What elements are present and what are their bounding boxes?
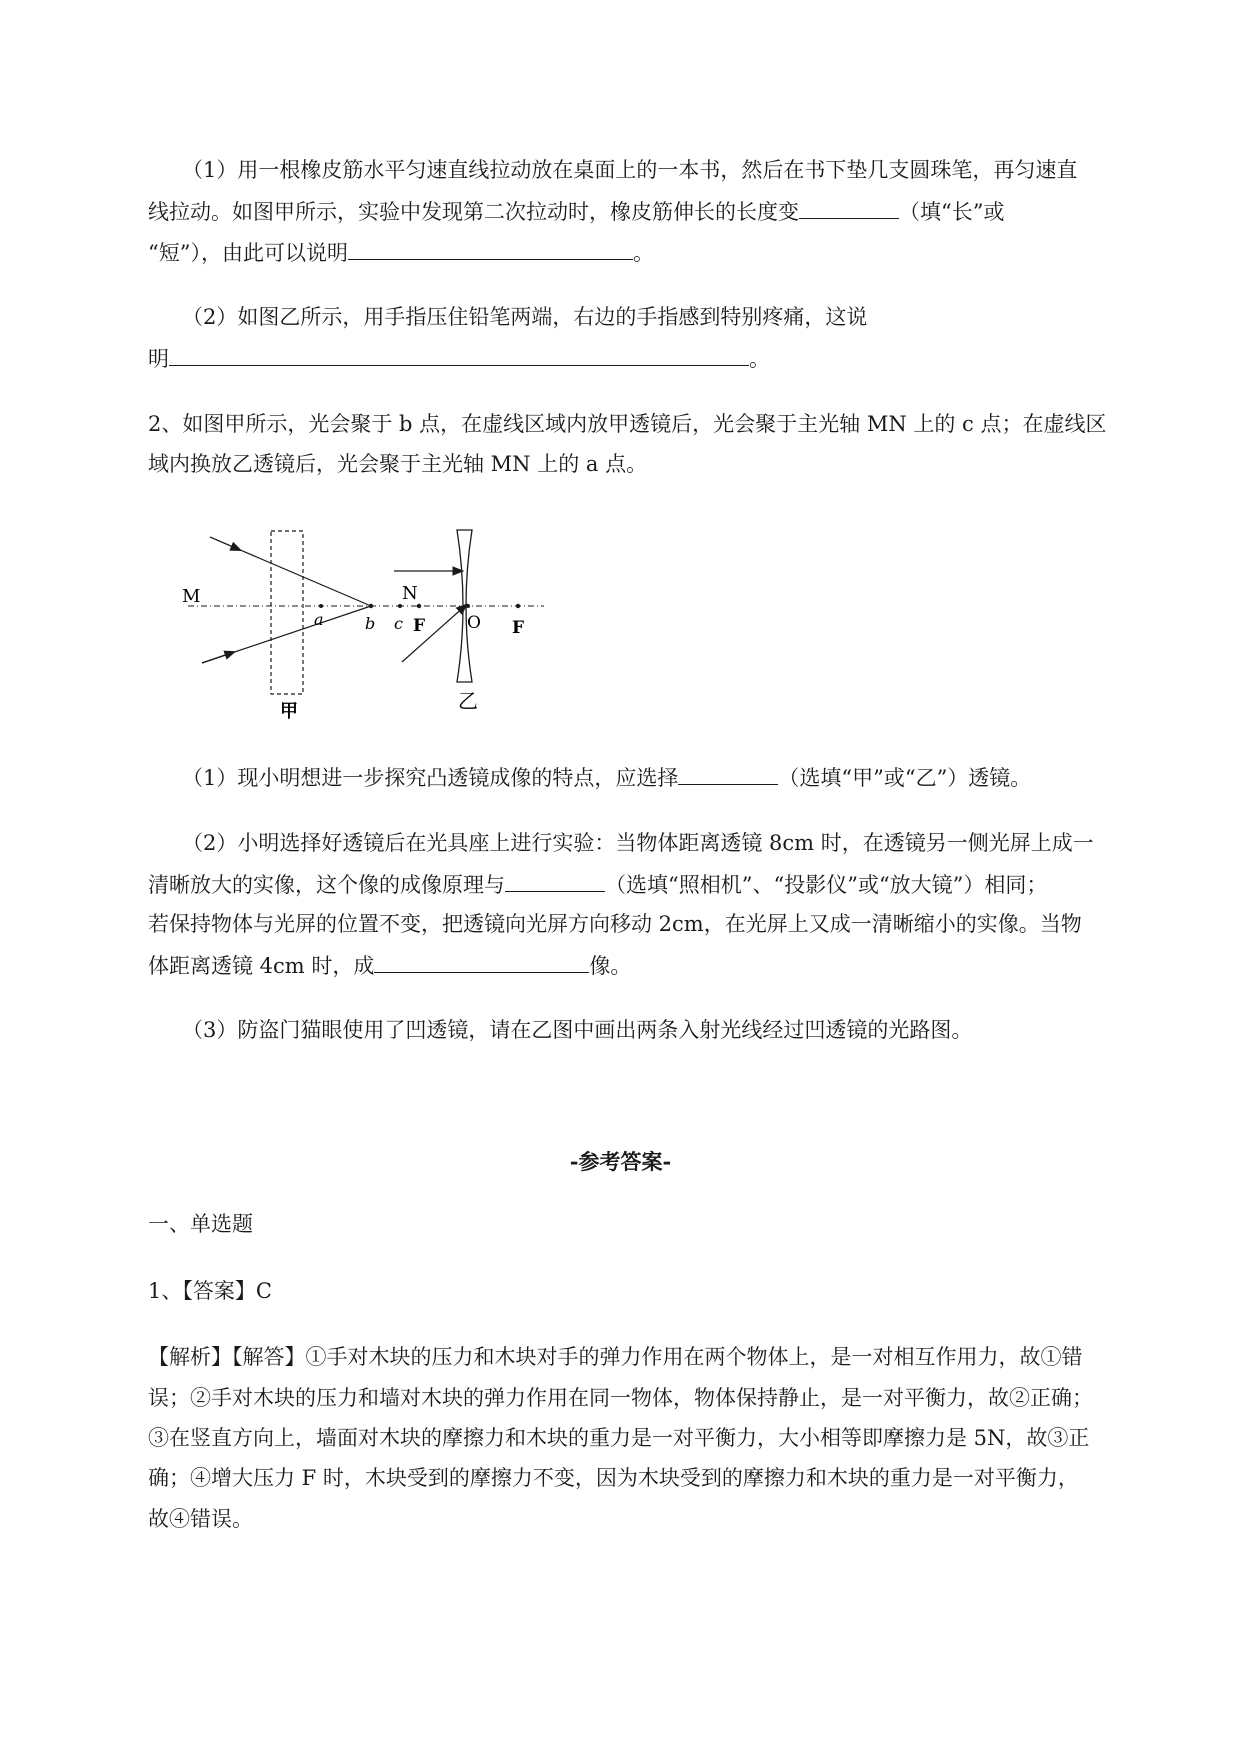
answer-blank-lens-choice[interactable] [678,762,778,785]
answers-section-heading: 一、单选题 [148,1212,253,1236]
analysis-line-5: 故④错误。 [148,1507,253,1531]
label-M: M [182,586,201,607]
incident-ray-lower-arrow [202,652,234,663]
label-O: O [467,613,481,633]
q2-part2-line1: （2）小明选择好透镜后在光具座上进行实验：当物体距离透镜 8cm 时，在透镜另一侧光屏上成一 [182,831,1094,855]
q1-part1-line2-suffix: （填“长”或 [899,200,1005,224]
q2-part1-line [182,762,1031,792]
lens-figure [170,510,620,725]
q1-part1-line3-suffix: 。 [632,241,654,265]
analysis-line-2: 误；②手对木块的压力和墙对木块的弹力作用在同一物体，物体保持静止，是一对平衡力，故②正确； [148,1386,1093,1410]
label-b: b [365,614,376,633]
focus-right [516,604,520,608]
q1-part2-line2-suffix: 。 [749,347,770,371]
answers-title: -参考答案- [569,1149,672,1174]
label-N: N [402,583,418,604]
q1-part1-line3 [148,237,654,267]
q2-part2-line2 [148,869,1047,899]
answer-blank-explain[interactable] [348,237,633,260]
q1-part1-line1: （1）用一根橡皮筋水平匀速直线拉动放在桌面上的一本书，然后在书下垫几支圆珠笔，再匀速直 [182,158,1078,182]
label-a: a [314,610,324,629]
q2-part1-suffix: （选填“甲”或“乙”）透镜。 [778,766,1032,790]
answer-blank-principle[interactable] [505,869,605,892]
label-yi: 乙 [458,689,478,713]
dashed-lens-region [271,531,303,694]
incident-ray-upper-arrow [210,537,240,550]
label-F-left: F [413,616,426,636]
answer-blank-pencil[interactable] [169,343,749,366]
analysis-line-4: 确；④增大压力 F 时，木块受到的摩擦力不变，因为木块受到的摩擦力和木块的重力是一对平衡力， [148,1466,1079,1490]
answer-item-1: 1、【答案】C [148,1279,272,1303]
q1-part1-line2 [148,196,1004,226]
q2-stem-line2: 域内换放乙透镜后，光会聚于主光轴 MN 上的 a 点。 [148,452,648,476]
q2-part2-line2-suffix: （选填“照相机”、“投影仪”或“放大镜”）相同； [605,873,1048,897]
q2-part2-line4-text: 体距离透镜 4cm 时，成 [148,954,375,978]
q2-part1-text: （1）现小明想进一步探究凸透镜成像的特点，应选择 [182,766,679,790]
q2-part2-line4-suffix: 像。 [589,954,632,978]
optical-center [466,604,470,608]
point-a [319,604,323,608]
point-b [369,604,373,608]
q2-part3-line: （3）防盗门猫眼使用了凹透镜，请在乙图中画出两条入射光线经过凹透镜的光路图。 [182,1018,973,1042]
label-F-right: F [512,618,525,638]
q1-part1-line2-text: 线拉动。如图甲所示，实验中发现第二次拉动时，橡皮筋伸长的长度变 [148,200,799,224]
analysis-line-3: ③在竖直方向上，墙面对木块的摩擦力和木块的重力是一对平衡力，大小相等即摩擦力是 5N，故③正 [148,1426,1090,1450]
q1-part1-line3-text: “短”），由此可以说明 [148,241,348,265]
answer-blank-length[interactable] [799,196,899,219]
focus-left [417,604,421,608]
q2-part2-line4 [148,950,631,980]
q2-part2-line2-text: 清晰放大的实像，这个像的成像原理与 [148,873,505,897]
q1-part2-line2-text: 明 [148,347,169,371]
ray-toward-center [402,605,466,662]
q2-stem-line1: 2、如图甲所示，光会聚于 b 点，在虚线区域内放甲透镜后，光会聚于主光轴 MN 上的 c 点；在虚线区 [148,412,1107,436]
q1-part2-line2 [148,343,770,373]
label-jia: 甲 [280,701,298,722]
label-c: c [394,614,403,633]
q1-part2-line1: （2）如图乙所示，用手指压住铅笔两端，右边的手指感到特别疼痛，这说 [182,305,868,329]
analysis-line-1: 【解析】【解答】①手对木块的压力和木块对手的弹力作用在两个物体上，是一对相互作用力，故①错 [148,1345,1083,1369]
q2-part2-line3: 若保持物体与光屏的位置不变，把透镜向光屏方向移动 2cm，在光屏上又成一清晰缩小的实像。当物 [148,912,1082,936]
answer-blank-image-type[interactable] [374,950,589,973]
